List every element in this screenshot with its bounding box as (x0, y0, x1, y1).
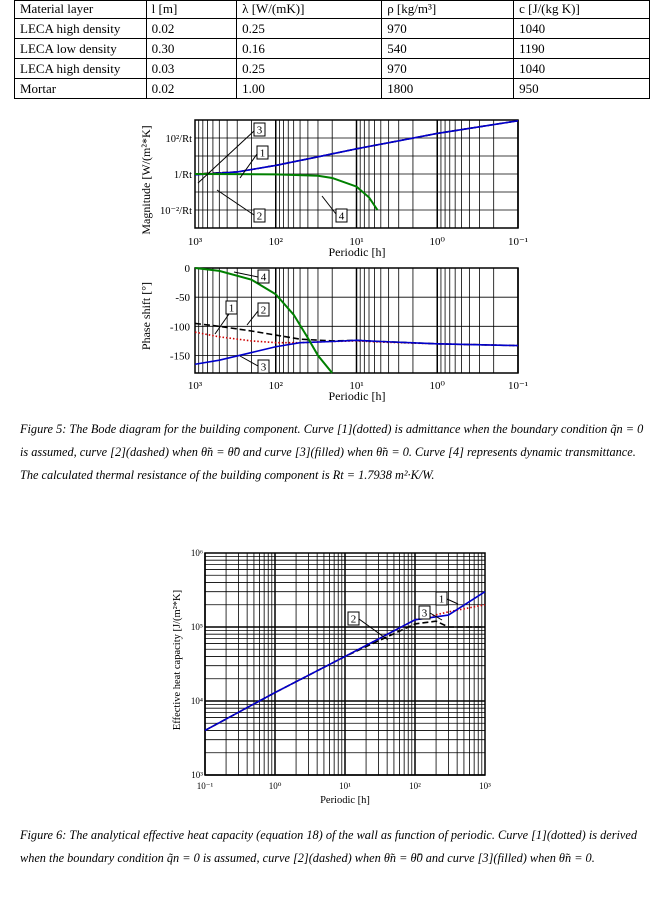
series-line (195, 268, 332, 373)
table-cell: 970 (382, 59, 514, 79)
x-tick-label: 10³ (479, 781, 491, 791)
table-cell: 0.25 (237, 59, 382, 79)
table-cell: LECA high density (15, 19, 147, 39)
x-axis-label: Periodic [h] (328, 389, 386, 403)
y-tick-label: 10²/Rt (165, 134, 192, 145)
x-tick-label: 10² (268, 236, 283, 248)
annotation-arrow (240, 356, 258, 366)
y-tick-label: -50 (175, 292, 190, 305)
x-tick-label: 10⁻¹ (507, 236, 529, 248)
x-axis-label: Periodic [h] (320, 795, 370, 806)
annotation-arrow (247, 311, 258, 325)
curve-label: 3 (256, 124, 263, 137)
figure6-caption: Figure 6: The analytical effective heat capacity (equation 18) of the wall as function of periodic. Curve [1](dotted) is derived when the boundary condition q̃n = 0 is assumed, curve [2](dashed) when θ̃n = θ̃0 and curve [3](filled) when θ̃n = 0. (20, 828, 637, 865)
y-tick-label: -150 (169, 350, 190, 363)
table-cell: 0.03 (146, 59, 237, 79)
table-cell: 1040 (514, 59, 650, 79)
y-tick-label: 10⁴ (190, 696, 203, 706)
table-cell: c [J/(kg K)] (514, 1, 650, 19)
table-cell: Material layer (15, 1, 147, 19)
x-tick-label: 10² (268, 380, 283, 392)
annotation-arrow (322, 196, 336, 214)
x-tick-label: 10⁰ (268, 781, 282, 791)
y-tick-label: 10⁻²/Rt (159, 206, 192, 217)
curve-label: 3 (260, 361, 267, 374)
curve-label: 2 (350, 613, 357, 626)
curve-label: 1 (438, 593, 445, 606)
curve-label: 1 (228, 302, 235, 315)
y-axis-label: Magnitude [W/(m²*K] (139, 125, 153, 235)
curve-label: 2 (260, 304, 267, 317)
table-cell: 1190 (514, 39, 650, 59)
y-tick-label: 10⁵ (190, 622, 203, 632)
table-cell: 0.02 (146, 79, 237, 99)
y-axis-label: Phase shift [°] (139, 281, 153, 351)
table-cell: LECA low density (15, 39, 147, 59)
x-tick-label: 10³ (187, 236, 203, 248)
table-cell: 1800 (382, 79, 514, 99)
table-cell: Mortar (15, 79, 147, 99)
y-tick-label: 10⁶ (190, 548, 203, 558)
x-tick-label: 10⁻¹ (196, 781, 214, 791)
x-tick-label: 10⁻¹ (507, 380, 529, 392)
x-tick-label: 10⁰ (429, 380, 445, 392)
table-cell: 0.30 (146, 39, 237, 59)
table-cell: 0.25 (237, 19, 382, 39)
annotation-arrow (217, 190, 254, 215)
table-cell: 1.00 (237, 79, 382, 99)
table-cell: 1040 (514, 19, 650, 39)
x-tick-label: 10¹ (349, 380, 364, 392)
x-tick-label: 10² (409, 781, 421, 791)
x-tick-label: 10¹ (339, 781, 351, 791)
curve-label: 4 (338, 210, 345, 223)
table-cell: 540 (382, 39, 514, 59)
curve-label: 1 (259, 147, 266, 160)
curve-label: 2 (256, 210, 263, 223)
annotation-arrow (359, 619, 388, 640)
figure5-caption: Figure 5: The Bode diagram for the building component. Curve [1](dotted) is admittance when the boundary condition q̃n = 0 is assumed, curve [2](dashed) when θ̃n = θ̃0 and curve [3](filled) when θ̃n = 0. Curve [4] represents dynamic transmittance. The calculated thermal resistance of the building component is Rt = 1.7938 m²·K/W. (20, 422, 644, 482)
table-cell: 0.02 (146, 19, 237, 39)
y-tick-label: 10³ (191, 770, 203, 780)
table-cell: 950 (514, 79, 650, 99)
table-cell: ρ [kg/m³] (382, 1, 514, 19)
y-tick-label: -100 (169, 321, 190, 334)
y-tick-label: 1/Rt (173, 170, 192, 181)
y-tick-label: 0 (184, 263, 190, 275)
table-cell: 0.16 (237, 39, 382, 59)
curve-label: 3 (421, 607, 428, 620)
x-tick-label: 10¹ (349, 236, 364, 248)
x-axis-label: Periodic [h] (328, 245, 386, 259)
curve-label: 4 (260, 271, 267, 284)
annotation-arrow (198, 131, 254, 183)
table-cell: 970 (382, 19, 514, 39)
x-tick-label: 10⁰ (429, 236, 445, 248)
table-cell: λ [W/(mK)] (237, 1, 382, 19)
table-cell: LECA high density (15, 59, 147, 79)
y-axis-label: Effective heat capacity [J/(m²*K] (172, 589, 183, 731)
x-tick-label: 10³ (187, 380, 203, 392)
table-cell: l [m] (146, 1, 237, 19)
